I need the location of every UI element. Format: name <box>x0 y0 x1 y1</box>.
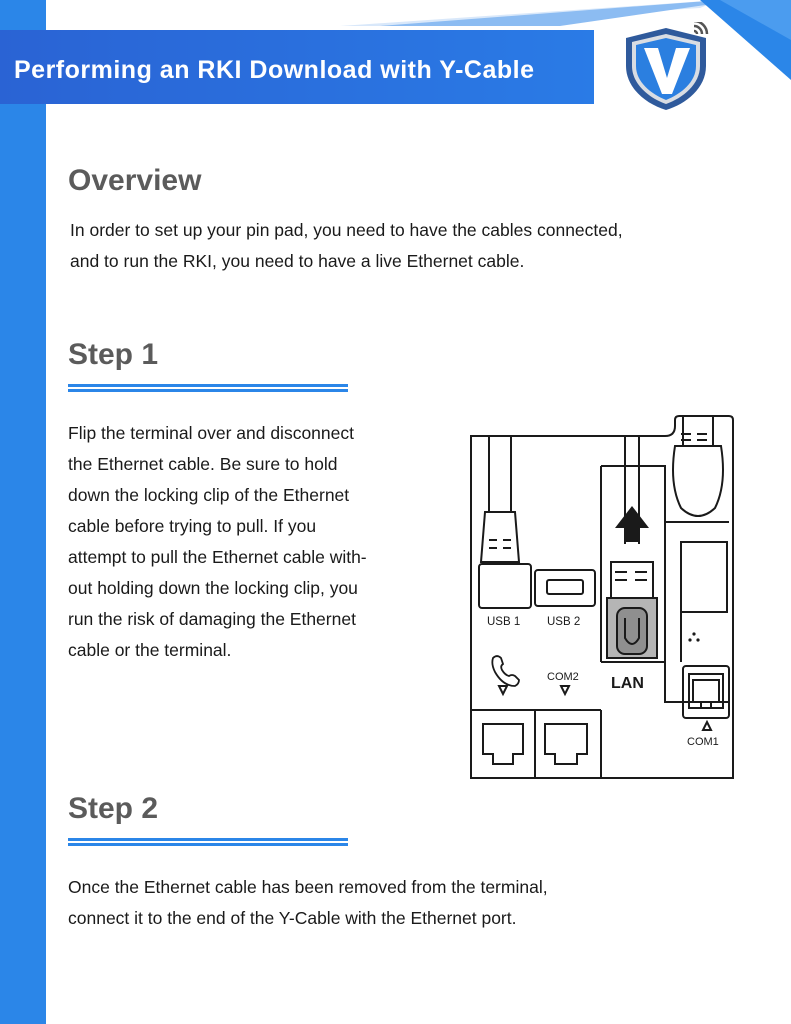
step1-line: out holding down the locking clip, you <box>68 578 358 598</box>
usb1-label: USB 1 <box>487 616 521 628</box>
usb2-label: USB 2 <box>547 616 581 628</box>
com2-label: COM2 <box>547 671 579 683</box>
overview-body <box>70 215 623 277</box>
step1-line: cable or the terminal. <box>68 640 232 660</box>
terminal-port-diagram <box>465 412 740 784</box>
step1-underline <box>68 384 348 392</box>
step1-line: Flip the terminal over and disconnect <box>68 423 354 443</box>
step2-body <box>68 872 548 934</box>
step2-line-1: Once the Ethernet cable has been removed from the terminal, <box>68 877 548 897</box>
step1-line: down the locking clip of the Ethernet <box>68 485 350 505</box>
step1-heading: Step 1 <box>68 338 159 371</box>
left-accent-bar <box>0 0 46 1024</box>
step1-line: the Ethernet cable. Be sure to hold <box>68 454 338 474</box>
overview-line-2: and to run the RKI, you need to have a live Ethernet cable. <box>70 251 525 271</box>
overview-heading: Overview <box>68 164 202 197</box>
shield-logo-icon <box>620 22 712 112</box>
step1-body <box>68 418 367 666</box>
lan-label: LAN <box>611 675 644 692</box>
step1-line: attempt to pull the Ethernet cable with- <box>68 547 367 567</box>
step2-line-2: connect it to the end of the Y-Cable with the Ethernet port. <box>68 908 517 928</box>
overview-line-1: In order to set up your pin pad, you need to have the cables connected, <box>70 220 623 240</box>
step2-underline <box>68 838 348 846</box>
step2-heading: Step 2 <box>68 792 159 825</box>
page-title: Performing an RKI Download with Y-Cable <box>14 55 535 84</box>
title-banner <box>0 30 594 104</box>
com1-label: COM1 <box>687 736 719 748</box>
step1-line: run the risk of damaging the Ethernet <box>68 609 356 629</box>
step1-line: cable before trying to pull. If you <box>68 516 317 536</box>
